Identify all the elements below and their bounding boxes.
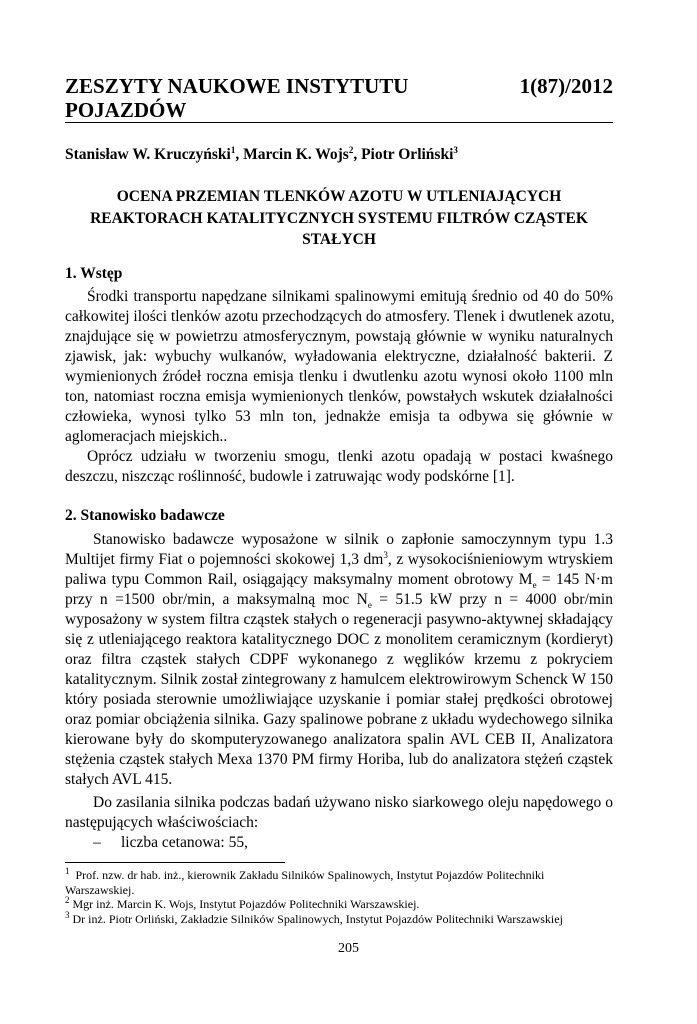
footnote [65, 897, 613, 912]
separator: , [235, 146, 244, 163]
text-span: , z wysokociśnieniowym wtryskiem [387, 551, 613, 568]
text-span: = 51.5 kW przy n = 4000 obr/min [371, 591, 613, 608]
text-line: stężenia cząstek stałych Mexa 1370 PM firmy Horiba, lub do analizatora stężeń cząstek [65, 751, 613, 768]
text-line: kierowane były do skomputeryzowanego analizatora spalin AVL CEB II, Analizatora [65, 731, 613, 748]
footnote-ref: 3 [453, 144, 458, 155]
subscript: e [367, 600, 372, 611]
text-line: Do zasilania silnika podczas badań używano nisko siarkowego oleju napędowego o [93, 794, 613, 811]
text-line: który posiada sterownie umożliwiające uzyskanie i pomiar stałej prędkości obrotowej [65, 691, 613, 708]
text-line: aglomeracjach miejskich.. [65, 428, 228, 445]
footnote-number: 1 [65, 866, 70, 876]
text-span: Multijet firmy Fiat o pojemności skokowej 1,3 dm [65, 551, 384, 568]
footnote-ref: 2 [348, 144, 354, 155]
text-line: znajdujące się w powietrzu atmosferycznym, powstają głównie w wyniku naturalnych [65, 328, 613, 345]
subscript: e [532, 580, 537, 591]
author: Stanisław W. Kruczyński [65, 146, 231, 163]
section1-paragraphs [65, 287, 613, 487]
running-header [65, 74, 613, 123]
footnote-divider [65, 862, 285, 863]
text-line: deszczu, niszcząc roślinność, budowle i zatruwając wody podskórne [1]. [65, 468, 515, 485]
title-line: OCENA PRZEMIAN TLENKÓW AZOTU W UTLENIAJĄCYCH [116, 188, 562, 205]
footnote-text: Prof. nzw. dr hab. inż., kierownik Zakładu Silników Spalinowych, Instytut Pojazdów Politechniki [75, 868, 545, 882]
text-line: zjawisk, jak: wybuchy wulkanów, wyładowania elektryczne, działalność bakterii. Z [65, 348, 613, 365]
text-span: paliwa typu Common Rail, osiągający maksymalny moment obrotowy M [65, 571, 533, 588]
title-line: STAŁYCH [302, 231, 376, 248]
bullet-item [65, 833, 613, 853]
section-heading: 1. Wstęp [65, 265, 123, 282]
text-line: oraz filtra cząstek stałych CDPF wykonanego z węglików krzemu z pokryciem [65, 651, 613, 668]
text-line: całkowitej ilości tlenków azotu przechodzących do atmosfery. Tlenek i dwutlenek azotu, [65, 308, 615, 325]
author: Piotr Orliński [361, 146, 454, 163]
text-line: człowieka, wynosi tylko 53 mln ton, jednakże emisja ta odbywa się głównie w [65, 408, 613, 425]
text-line [65, 550, 613, 570]
text-line: wyposażony w system filtra cząstek stałych o regeneracji pasywno-aktywnej składający [65, 611, 613, 628]
author: Marcin K. Wojs [243, 146, 349, 163]
superscript: 3 [383, 549, 388, 560]
footnote-number: 3 [65, 909, 70, 920]
footnote-continuation: Warszawskiej. [65, 882, 135, 897]
footnote-text: Dr inż. Piotr Orliński, Zakładzie Silników Spalinowych, Instytut Pojazdów Politechniki Warszawskiej [72, 911, 563, 926]
separator: , [353, 146, 362, 163]
article-title [65, 186, 613, 251]
issue-number: 1(87)/2012 [519, 74, 613, 98]
footnote-ref: 1 [230, 144, 236, 155]
text-line: Środki transportu napędzane silnikami spalinowymi emitują średnio od 40 do 50% [87, 288, 613, 305]
footnote-text: Mgr inż. Marcin K. Wojs, Instytut Pojazdów Politechniki Warszawskiej. [72, 897, 420, 911]
page-number: 205 [338, 941, 359, 956]
text-line: oraz pomiar obciążenia silnika. Gazy spalinowe pobrane z układu wydechowego silnika [65, 711, 613, 728]
footnotes [65, 868, 613, 926]
journal-title: ZESZYTY NAUKOWE INSTYTUTU POJAZDÓW [65, 74, 409, 122]
dash-bullet: – [93, 834, 101, 851]
bullet-text: liczba cetanowa: 55, [121, 834, 248, 851]
text-line: Stanowisko badawcze wyposażone w silnik o zapłonie samoczynnym typu 1.3 [93, 531, 613, 548]
footnote [65, 868, 613, 883]
text-span: przy n =1500 obr/min, a maksymalną moc N [65, 591, 368, 608]
section2-paragraphs [65, 530, 613, 853]
text-line: stałych AVL 415. [65, 771, 173, 788]
footnote-number: 2 [65, 895, 70, 905]
text-line [65, 590, 613, 610]
author-list [65, 146, 458, 164]
section-heading: 2. Stanowisko badawcze [65, 507, 225, 524]
text-line: Oprócz udziału w tworzeniu smogu, tlenki azotu opadają w postaci kwaśnego [87, 448, 613, 465]
text-line: następujących właściwościach: [65, 814, 259, 831]
text-line: wymienionych źródeł roczna emisja tlenku i dwutlenku azotu wynosi około 1100 mln [65, 368, 613, 385]
text-line: się z utleniającego reaktora katalitycznego DOC z monolitem ceramicznym (kordieryt) [65, 631, 613, 648]
text-line: ton, natomiast roczna emisja wymienionych tlenków, powstałych wskutek działalności [65, 388, 613, 405]
text-line: katalitycznym. Silnik został zintegrowany z hamulcem elektrowirowym Schenck W 150 [65, 671, 613, 688]
text-line [65, 570, 613, 590]
title-line: REAKTORACH KATALITYCZNYCH SYSTEMU FILTRÓW CZĄSTEK [90, 209, 588, 227]
text-span: = 145 N·m [536, 571, 613, 588]
footnote [65, 909, 613, 927]
